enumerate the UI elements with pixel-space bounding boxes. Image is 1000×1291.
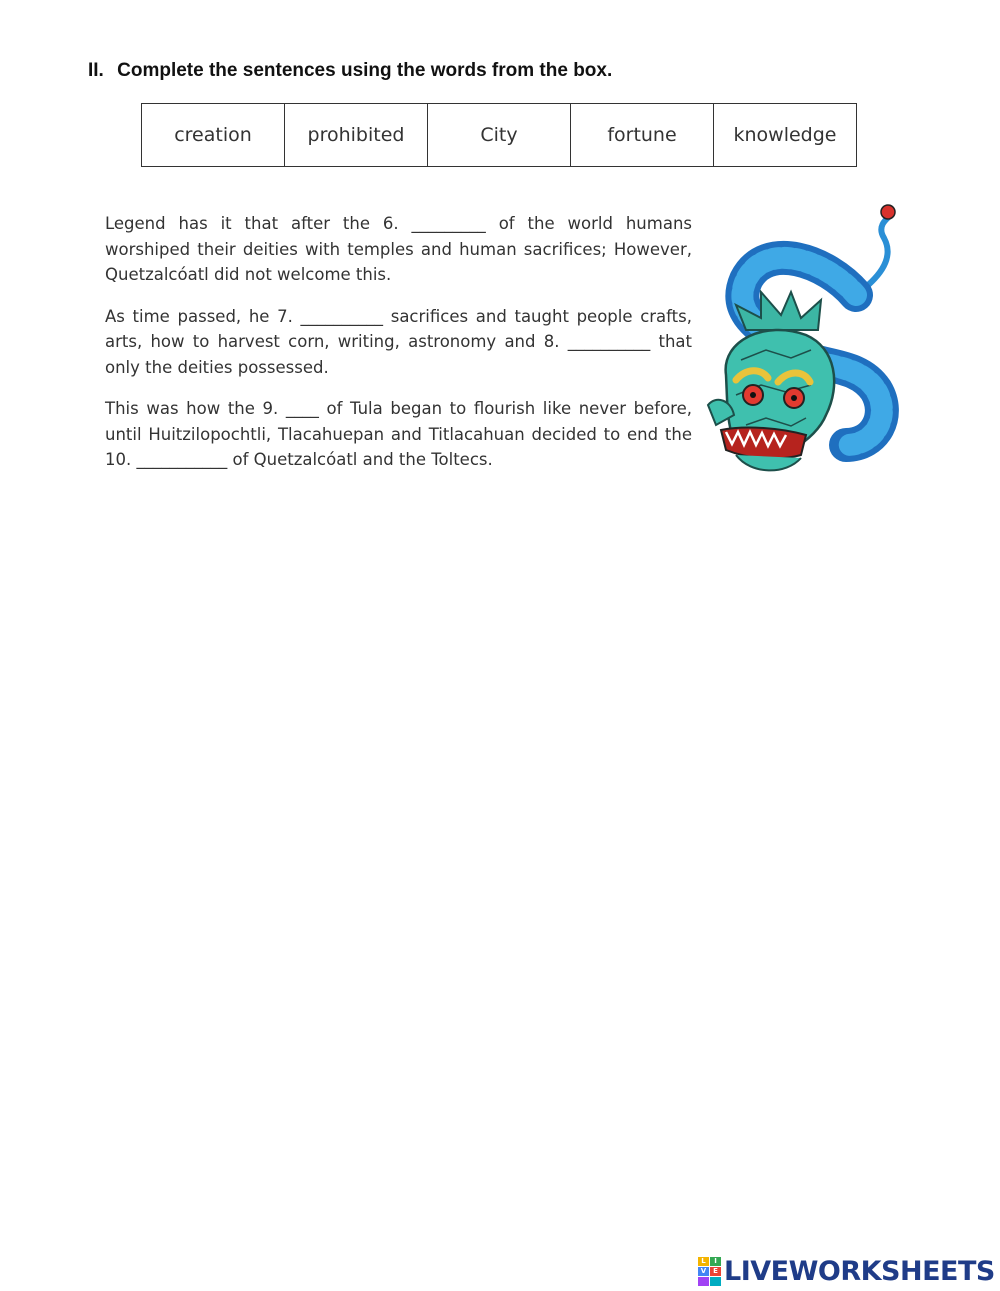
word-box xyxy=(141,103,857,167)
logo-mark-cell: L xyxy=(698,1257,709,1266)
word-box-item: creation xyxy=(142,104,285,167)
word-box-item: City xyxy=(428,104,571,167)
reading-passage xyxy=(105,211,692,489)
feathered-serpent-illustration xyxy=(706,200,902,480)
logo-mark-cell: V xyxy=(698,1267,709,1276)
logo-text: LIVEWORKSHEETS xyxy=(724,1255,995,1287)
passage-paragraph: As time passed, he 7. __________ sacrifices and taught people crafts, arts, how to harvest corn, writing, astronomy and 8. __________ that only the deities possessed. xyxy=(105,306,692,377)
exercise-instruction: Complete the sentences using the words from the box. xyxy=(117,60,613,81)
passage-paragraph: This was how the 9. ____ of Tula began to flourish like never before, until Huitzilopochtli, Tlacahuepan and Titlacahuan decided to end the 10. ___________ of Quetzalcóatl and the Toltecs. xyxy=(105,399,692,469)
word-box-item: prohibited xyxy=(285,104,428,167)
liveworksheets-logo xyxy=(698,1256,995,1286)
logo-mark-icon xyxy=(698,1257,721,1286)
logo-mark-cell xyxy=(698,1277,709,1286)
word-box-item: fortune xyxy=(571,104,714,167)
exercise-heading xyxy=(88,60,612,82)
logo-mark-cell: I xyxy=(710,1257,721,1266)
logo-mark-cell xyxy=(710,1277,721,1286)
logo-mark-cell: E xyxy=(710,1267,721,1276)
word-box-item: knowledge xyxy=(714,104,857,167)
exercise-number: II. xyxy=(88,60,104,81)
passage-paragraph: Legend has it that after the 6. _________ of the world humans worshiped their deities with temples and human sacrifices; However, Quetzalcóatl did not welcome this. xyxy=(105,214,692,284)
